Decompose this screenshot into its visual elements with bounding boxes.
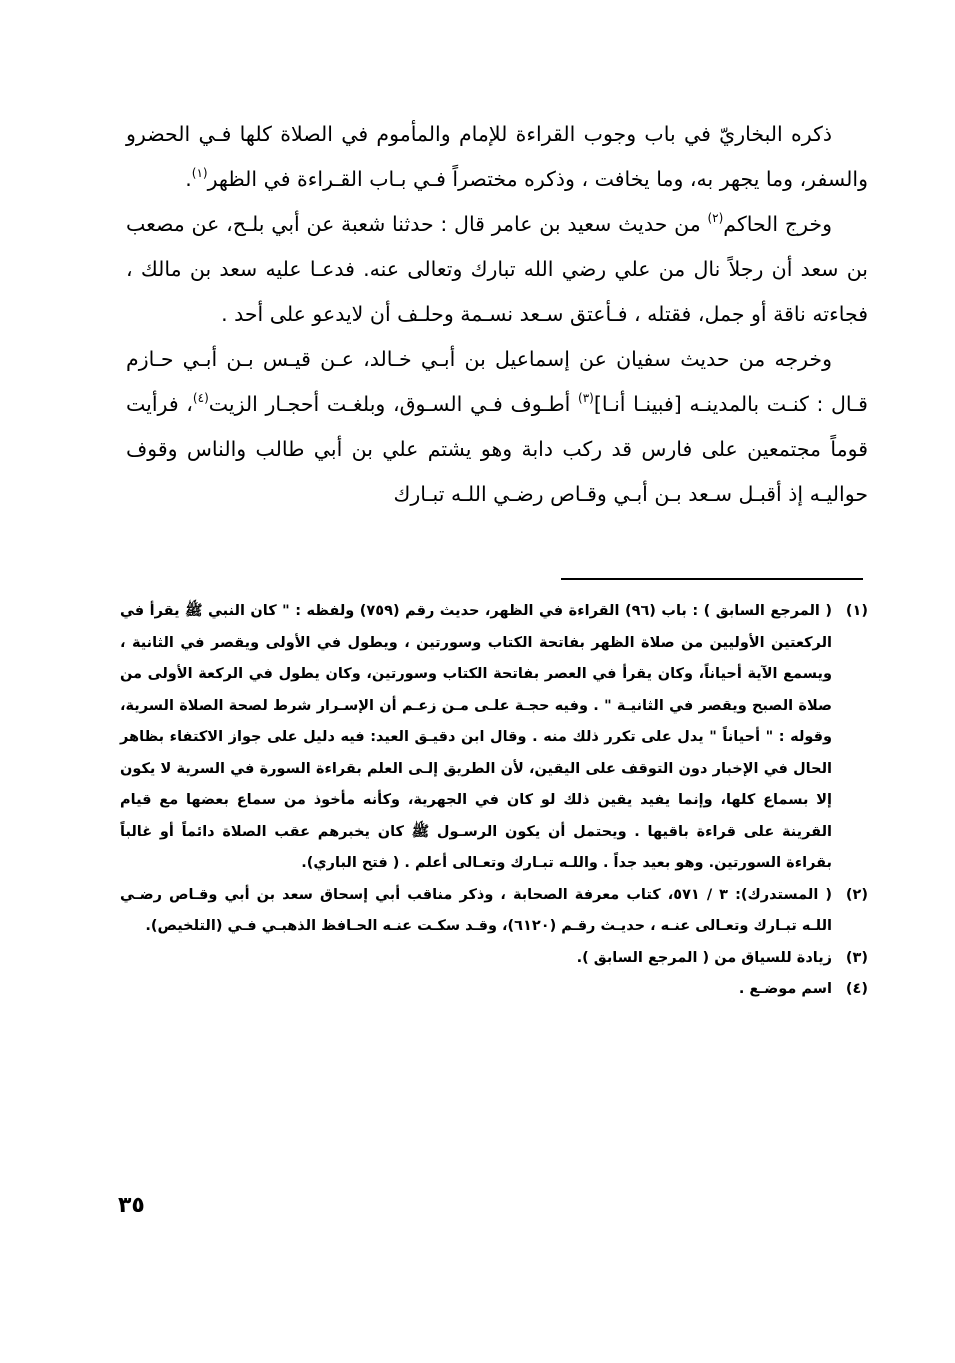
paragraph-2 [126,202,868,337]
main-text [126,112,868,517]
footnote-text: ( المستدرك): ٣ / ٥٧١، كتاب معرفة الصحابة ، وذكر مناقب أبي إسحاق سعد بن أبي وقـاص رضـي اللـه تبـارك وتعـالى عنـه ، حديـث رقـم (٦١٢٠)، وقـد سكـت عنـه الحـافظ الذهبـي فـي (التلخيص). [120,886,832,934]
footnotes [120,596,868,1006]
paragraph-3-text-part2: أطـوف فـي السـوق، وبلغـت أحجـار الزيت [208,392,579,416]
footnote-3 [120,943,868,975]
footnote-text: ( المرجع السابق ) : باب (٩٦) القراءة في الظهر، حديث رقم (٧٥٩) ولفظه : " كان النبي ﷺ يقرأ في الركعتين الأوليين من صلاة الظهر بفاتحة الكتاب وسورتين ، ويطول في الأولى ويقصر في الثانية ، ويسمع الآية أحياناً، وكان يقرأ في العصر بفاتحة الكتاب وسورتين، وكان يطول في الركعة الأولى من صلاة الصبح ويقصر في الثانيـة " . وفيه حجـة علـى مـن زعـم أن الإسـرار شرط لصحة الصلاة السرية، وقوله : " أحياناً " يدل على تكرر ذلك منه . وقال ابن دقيـق العيد: فيه دليل على جواز الاكتفاء بظاهر الحال في الإخبار دون التوقف على اليقين، لأن الطريق إلـى العلم بقراءة السورة في السرية لا يكون إلا بسماع كلها، وإنما يفيد يقين ذلك لو كان في الجهرية، وكأنه مأخوذ من سماع بعضها مع قيام القرينة على قراءة باقيها . ويحتمل أن يكون الرسـول ﷺ كان يخبرهم عقب الصلاة دائماً أو غالباً بقراءة السورتين. وهو بعيد جداً . واللـه تبـارك وتعـالى أعلم . ( فتح الباري). [120,603,832,871]
page-number: ٣٥ [118,1193,145,1218]
footnote-text: زيادة للسياق من ( المرجع السابق ). [576,949,832,966]
paragraph-2-text-end: من حديث سعيد بن عامر قال : حدثنا شعبة عن أبي بلـح، عن مصعب بن سعد أن رجلاً نال من علي رضي الله تبارك وتعالى عنه. فدعـا عليه سعد بن مالك ، فجاءته ناقة أو جمل، فقتله ، فـأعتق سـعد نسـمة وحلـف أن لايدعو على أحد . [126,212,868,326]
paragraph-3-text-part1: وخرجه من حديث سفيان عن إسماعيل بن أبـي خـالد، عـن قيـس بـن أبـي حـازم قـال : كنـت بالمدينـه [فبينـا أنـا] [126,347,868,416]
paragraph-2-text-start: وخرج الحاكم [723,212,832,236]
footnote-1 [120,596,868,880]
footnote-text: اسم موضـع . [738,981,832,997]
footnote-separator [561,578,863,580]
footnote-number: (٣) [845,949,868,966]
footnote-2 [120,880,868,943]
footnote-number: (٢) [845,886,868,903]
footnote-number: (٤) [845,981,868,997]
paragraph-1-tail: . [185,167,192,191]
paragraph-3 [126,337,868,517]
paragraph-1-text: ذكره البخاريّ في باب وجوب القراءة للإمام والمأموم في الصلاة كلها فـي الحضرو والسفر، وما يجهر به، وما يخافت ، وذكره مختصراً فـي بـاب القـراءة في الظهر [126,122,868,191]
footnote-4 [120,974,868,1006]
footnote-ref-4[interactable]: (٤) [192,391,209,405]
footnote-ref-2[interactable]: (٢) [707,211,724,225]
paragraph-1 [126,112,868,202]
footnote-ref-1[interactable]: (١) [191,166,208,180]
paragraph-3-text-part3: ، فرأيت قوماً مجتمعين على فارس قد ركب دابة وهو يشتم علي بن أبي طالب والناس وقوف حواليـه إذ أقبـل سـعد بـن أبـي وقـاص رضـي اللـه تبـارك [126,392,868,506]
footnote-number: (١) [845,603,868,619]
footnote-ref-3[interactable]: (٣) [578,391,594,405]
